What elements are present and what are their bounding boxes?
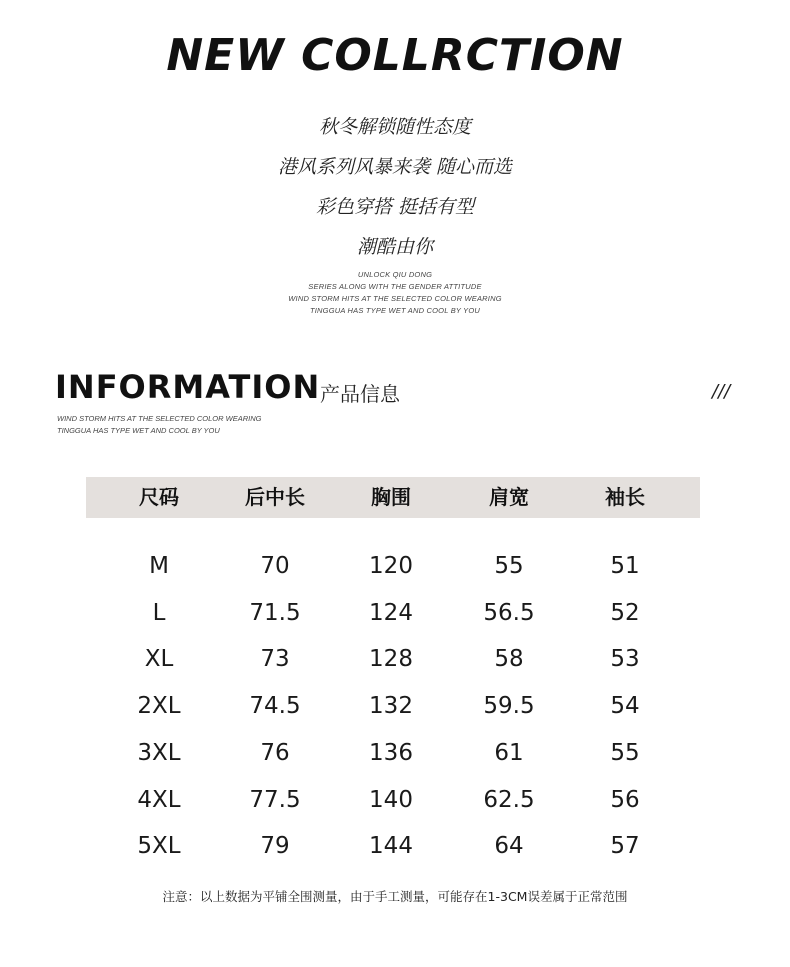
cell-sleeve: 53	[610, 646, 640, 673]
cell-chest: 128	[369, 646, 413, 673]
cell-sleeve: 57	[610, 833, 640, 860]
en-tagline-1: UNLOCK QIU DONG	[357, 270, 433, 279]
cell-length: 71.5	[249, 599, 301, 626]
cell-chest: 144	[369, 833, 413, 860]
table-row	[0, 738, 790, 768]
cell-length: 79	[260, 833, 290, 860]
cell-size: L	[152, 599, 166, 626]
en-tagline-2: SERIES ALONG WITH THE GENDER ATTITUDE	[308, 282, 482, 291]
collection-title: NEW COLLRCTION	[166, 30, 624, 81]
table-row	[0, 785, 790, 815]
cell-shoulder: 64	[494, 833, 524, 860]
cell-shoulder: 58	[494, 646, 524, 673]
cell-chest: 120	[369, 553, 413, 579]
cell-sleeve: 51	[610, 553, 640, 579]
tagline-4: 潮酷由你	[356, 236, 433, 258]
cell-chest: 132	[369, 693, 413, 720]
cell-chest: 136	[369, 739, 413, 766]
info-en-line-2: TINGGUA HAS TYPE WET AND COOL BY YOU	[57, 426, 220, 435]
cell-sleeve: 56	[610, 786, 640, 813]
table-row	[0, 691, 790, 721]
cell-size: M	[149, 553, 169, 579]
cell-length: 73	[260, 646, 290, 673]
cell-size: 2XL	[137, 693, 181, 720]
en-tagline-3: WIND STORM HITS AT THE SELECTED COLOR WEARING	[288, 294, 502, 303]
size-table-header	[86, 477, 700, 518]
cell-shoulder: 61	[494, 739, 524, 766]
column-header-length: 后中长	[245, 485, 305, 509]
cell-length: 76	[260, 739, 290, 766]
cell-size: 3XL	[137, 739, 181, 766]
column-header-shoulder: 肩宽	[489, 485, 529, 509]
cell-sleeve: 54	[610, 693, 640, 720]
table-row	[0, 598, 790, 628]
tagline-2: 港风系列风暴来袭 随心而选	[277, 156, 513, 178]
decorative-slashes: ///	[712, 381, 731, 402]
cell-shoulder: 62.5	[483, 786, 535, 813]
cell-sleeve: 52	[610, 599, 640, 626]
cell-sleeve: 55	[610, 739, 640, 766]
table-row	[0, 551, 790, 581]
column-header-sleeve: 袖长	[605, 485, 645, 509]
tagline-3: 彩色穿搭 挺括有型	[315, 196, 475, 218]
info-title: INFORMATION	[55, 368, 321, 406]
info-subtitle: 产品信息	[320, 382, 400, 406]
cell-length: 70	[260, 553, 290, 579]
column-header-size: 尺码	[139, 485, 179, 509]
table-row	[0, 644, 790, 674]
info-en-line-1: WIND STORM HITS AT THE SELECTED COLOR WEARING	[57, 414, 262, 423]
tagline-1: 秋冬解锁随性态度	[318, 116, 471, 138]
cell-chest: 140	[369, 786, 413, 813]
cell-size: 4XL	[137, 786, 181, 813]
measurement-note: 注意：以上数据为平铺全围测量，由于手工测量，可能存在1-3CM误差属于正常范围	[162, 889, 628, 904]
cell-size: XL	[144, 646, 174, 673]
cell-shoulder: 56.5	[483, 599, 535, 626]
cell-length: 74.5	[249, 693, 301, 720]
cell-shoulder: 59.5	[483, 693, 535, 720]
cell-length: 77.5	[249, 786, 301, 813]
table-row	[0, 831, 790, 861]
cell-shoulder: 55	[494, 553, 524, 579]
cell-size: 5XL	[137, 833, 181, 860]
column-header-chest: 胸围	[371, 485, 411, 509]
en-tagline-4: TINGGUA HAS TYPE WET AND COOL BY YOU	[309, 306, 480, 315]
cell-chest: 124	[369, 599, 413, 626]
